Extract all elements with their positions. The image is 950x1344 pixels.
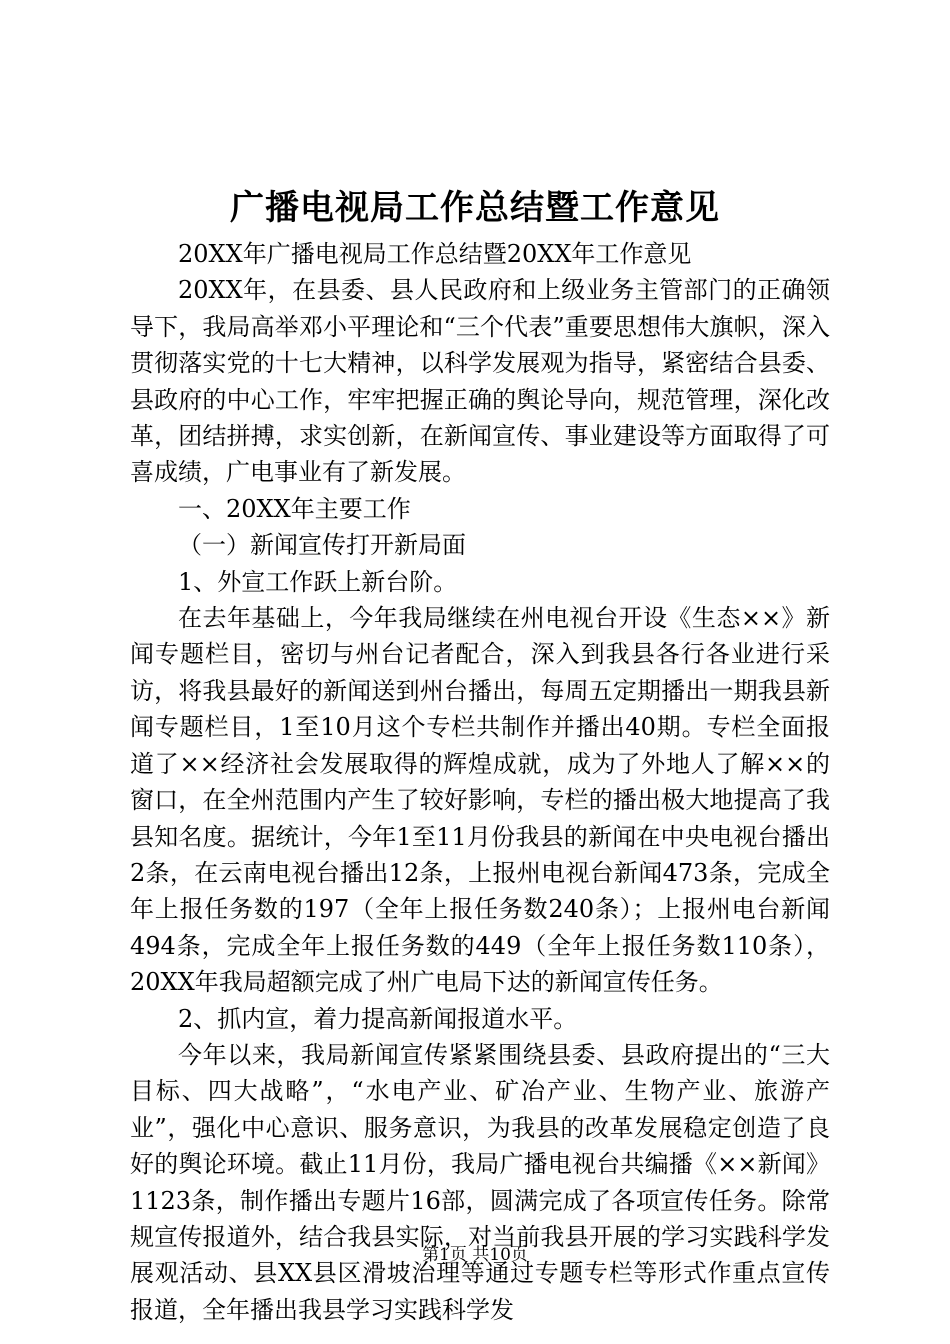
page-footer: 第1页 共10页: [422, 1245, 528, 1265]
subsection-heading: （一）新闻宣传打开新局面: [178, 531, 466, 560]
paragraph-subtitle: 20XX年广播电视局工作总结暨20XX年工作意见: [178, 240, 692, 268]
paragraph-internal-publicity: 今年以来，我局新闻宣传紧紧围绕县委、县政府提出的“三大目标、四大战略”，“水电产业、矿冶产业、生物产业、旅游产业”，强化中心意识、服务意识，为我县的改革发展稳定创造了良好的舆论环境。截止11月份，我局广播电视台共编播《××新闻》1123条，制作播出专题片16部，圆满完成了各项宣传任务。除常规宣传报道外，结合我县实际，对当前我县开展的学习实践科学发展观活动、县XX县区滑坡治理等通过专题专栏等形式作重点宣传报道，全年播出我县学习实践科学发: [130, 1040, 830, 1324]
section-heading: 一、20XX年主要工作: [178, 494, 411, 523]
paragraph-intro: 20XX年，在县委、县人民政府和上级业务主管部门的正确领导下，我局高举邓小平理论和“三个代表”重要思想伟大旗帜，深入贯彻落实党的十七大精神，以科学发展观为指导，紧密结合县委、县政府的中心工作，牢牢把握正确的舆论导向，规范管理，深化改革，团结拼搏，求实创新，在新闻宣传、事业建设等方面取得了可喜成绩，广电事业有了新发展。: [130, 276, 830, 487]
document-body: [130, 236, 830, 1328]
item-heading: 1、外宣工作跃上新台阶。: [178, 567, 458, 596]
item-heading: 2、抓内宣，着力提高新闻报道水平。: [178, 1004, 578, 1033]
document-title: 广播电视局工作总结暨工作意见: [230, 188, 720, 228]
paragraph-external-publicity: 在去年基础上，今年我局继续在州电视台开设《生态××》新闻专题栏目，密切与州台记者配合，深入到我县各行各业进行采访，将我县最好的新闻送到州台播出，每周五定期播出一期我县新闻专题栏目，1至10月这个专栏共制作并播出40期。专栏全面报道了××经济社会发展取得的辉煌成就，成为了外地人了解××的窗口，在全州范围内产生了较好影响，专栏的播出极大地提高了我县知名度。据统计，今年1至11月份我县的新闻在中央电视台播出2条，在云南电视台播出12条，上报州电视台新闻473条，完成全年上报任务数的197（全年上报任务数240条）；上报州电台新闻494条，完成全年上报任务数的449（全年上报任务数110条），20XX年我局超额完成了州广电局下达的新闻宣传任务。: [130, 604, 830, 997]
